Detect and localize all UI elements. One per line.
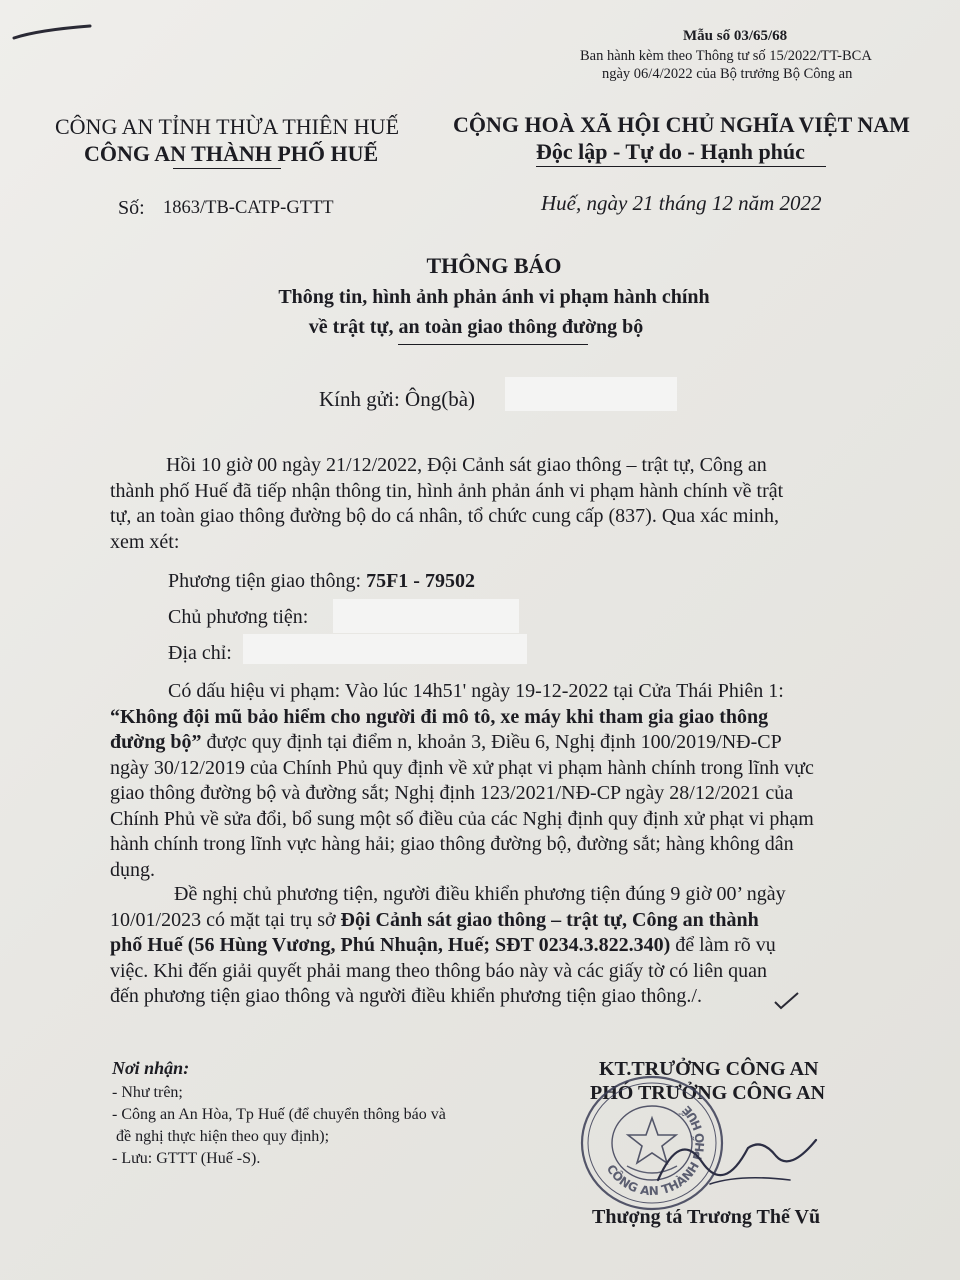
intro-line: xem xét:	[110, 530, 180, 553]
intro-line: Hồi 10 giờ 00 ngày 21/12/2022, Đội Cảnh sát giao thông – trật tự, Công an	[166, 454, 767, 476]
address-label: Địa chỉ:	[168, 642, 232, 664]
signature-title-line2: PHÓ TRƯỞNG CÔNG AN	[590, 1082, 826, 1104]
subtitle-underline	[398, 344, 588, 345]
place-date: Huế, ngày 21 tháng 12 năm 2022	[541, 191, 822, 215]
vehicle-plate-label: Phương tiện giao thông:	[168, 570, 362, 592]
request-bold: Đội Cảnh sát giao thông – trật tự, Công an thành	[340, 908, 759, 931]
violation-line: Có dấu hiệu vi phạm: Vào lúc 14h51' ngày 19-12-2022 tại Cửa Thái Phiên 1:	[168, 680, 784, 702]
signature-title-line1: KT.TRƯỞNG CÔNG AN	[599, 1058, 819, 1080]
request-line: việc. Khi đến giải quyết phải mang theo thông báo này và các giấy tờ có liên quan	[110, 959, 768, 982]
violation-line: dụng.	[110, 858, 155, 881]
recipient-item: - Lưu: GTTT (Huế -S).	[112, 1150, 261, 1167]
recipient-item: đề nghị thực hiện theo quy định);	[116, 1128, 330, 1145]
notice-subtitle-line1: Thông tin, hình ảnh phản ánh vi phạm hành chính	[278, 286, 710, 308]
intro-line: thành phố Huế đã tiếp nhận thông tin, hình ảnh phản ánh vi phạm hành chính về trật	[110, 479, 784, 502]
agency-name: CÔNG AN THÀNH PHỐ HUẾ	[84, 141, 379, 166]
violation-line: Chính Phủ về sửa đổi, bổ sung một số điều của các Nghị định quy định xử phạt vi phạm	[110, 807, 814, 830]
violation-line: hành chính trong lĩnh vực hàng hải; giao thông đường bộ, đường sắt; hàng không dân	[110, 833, 794, 855]
owner-label: Chủ phương tiện:	[168, 606, 309, 628]
form-issued-line1: Ban hành kèm theo Thông tư số 15/2022/TT-BCA	[580, 48, 872, 64]
recipient-item: - Như trên;	[112, 1084, 183, 1101]
request-line: để làm rõ vụ	[670, 934, 776, 956]
recipients-label: Nơi nhận:	[112, 1058, 190, 1078]
agency-underline	[173, 168, 281, 169]
intro-line: tự, an toàn giao thông đường bộ do cá nhân, tổ chức cung cấp (837). Qua xác minh,	[110, 505, 780, 527]
violation-bold-tail: đường bộ”	[110, 731, 202, 753]
document-number: 1863/TB-CATP-GTTT	[163, 198, 334, 218]
pen-mark	[8, 20, 98, 50]
seal-text: CÔNG AN THÀNH PHỐ HUẾ	[603, 1102, 708, 1199]
form-code: Mẫu số 03/65/68	[683, 28, 788, 44]
form-issued-line2: ngày 06/4/2022 của Bộ trưởng Bộ Công an	[602, 66, 853, 82]
violation-line: giao thông đường bộ và đường sắt; Nghị định 123/2021/NĐ-CP ngày 28/12/2021 của	[110, 782, 794, 804]
handwritten-tick	[772, 990, 802, 1012]
agency-parent: CÔNG AN TỈNH THỪA THIÊN HUẾ	[55, 114, 400, 139]
notice-subtitle-line2: về trật tự, an toàn giao thông đường bộ	[308, 316, 644, 338]
intro-paragraph	[110, 453, 888, 555]
motto-underline	[536, 166, 826, 167]
signer-name: Thượng tá Trương Thế Vũ	[592, 1206, 821, 1228]
motto: Độc lập - Tự do - Hạnh phúc	[536, 139, 805, 164]
request-bold: phố Huế (56 Hùng Vương, Phú Nhuận, Huế; SĐT 0234.3.822.340)	[110, 934, 671, 956]
violation-bold-line: “Không đội mũ bảo hiểm cho người đi mô tô, xe máy khi tham gia giao thông	[110, 705, 769, 728]
redacted-address	[243, 634, 527, 664]
vehicle-plate-row	[168, 570, 475, 593]
recipient-item: - Công an An Hòa, Tp Huế (để chuyển thông báo và	[112, 1106, 446, 1123]
handwritten-signature	[640, 1110, 840, 1200]
violation-line: ngày 30/12/2019 của Chính Phủ quy định về xử phạt vi phạm hành chính trong lĩnh vực	[110, 756, 814, 779]
redacted-owner	[333, 599, 519, 633]
vehicle-plate-value: 75F1 - 79502	[366, 570, 475, 592]
recipients-list	[112, 1082, 446, 1170]
redacted-recipient	[505, 377, 677, 411]
notice-title: THÔNG BÁO	[426, 253, 562, 278]
request-paragraph	[110, 882, 886, 1010]
request-line: Đề nghị chủ phương tiện, người điều khiển phương tiện đúng 9 giờ 00’ ngày	[174, 883, 786, 905]
country-name: CỘNG HOÀ XÃ HỘI CHỦ NGHĨA VIỆT NAM	[453, 112, 910, 137]
document-number-label: Số:	[118, 197, 145, 219]
request-line: 10/01/2023 có mặt tại trụ sở	[110, 908, 341, 931]
recipient-label: Kính gửi: Ông(bà)	[319, 387, 476, 411]
violation-line: được quy định tại điểm n, khoản 3, Điều 6, Nghị định 100/2019/NĐ-CP	[201, 731, 782, 753]
request-line: đến phương tiện giao thông và người điều khiển phương tiện giao thông./.	[110, 985, 702, 1007]
violation-paragraph	[110, 679, 886, 883]
